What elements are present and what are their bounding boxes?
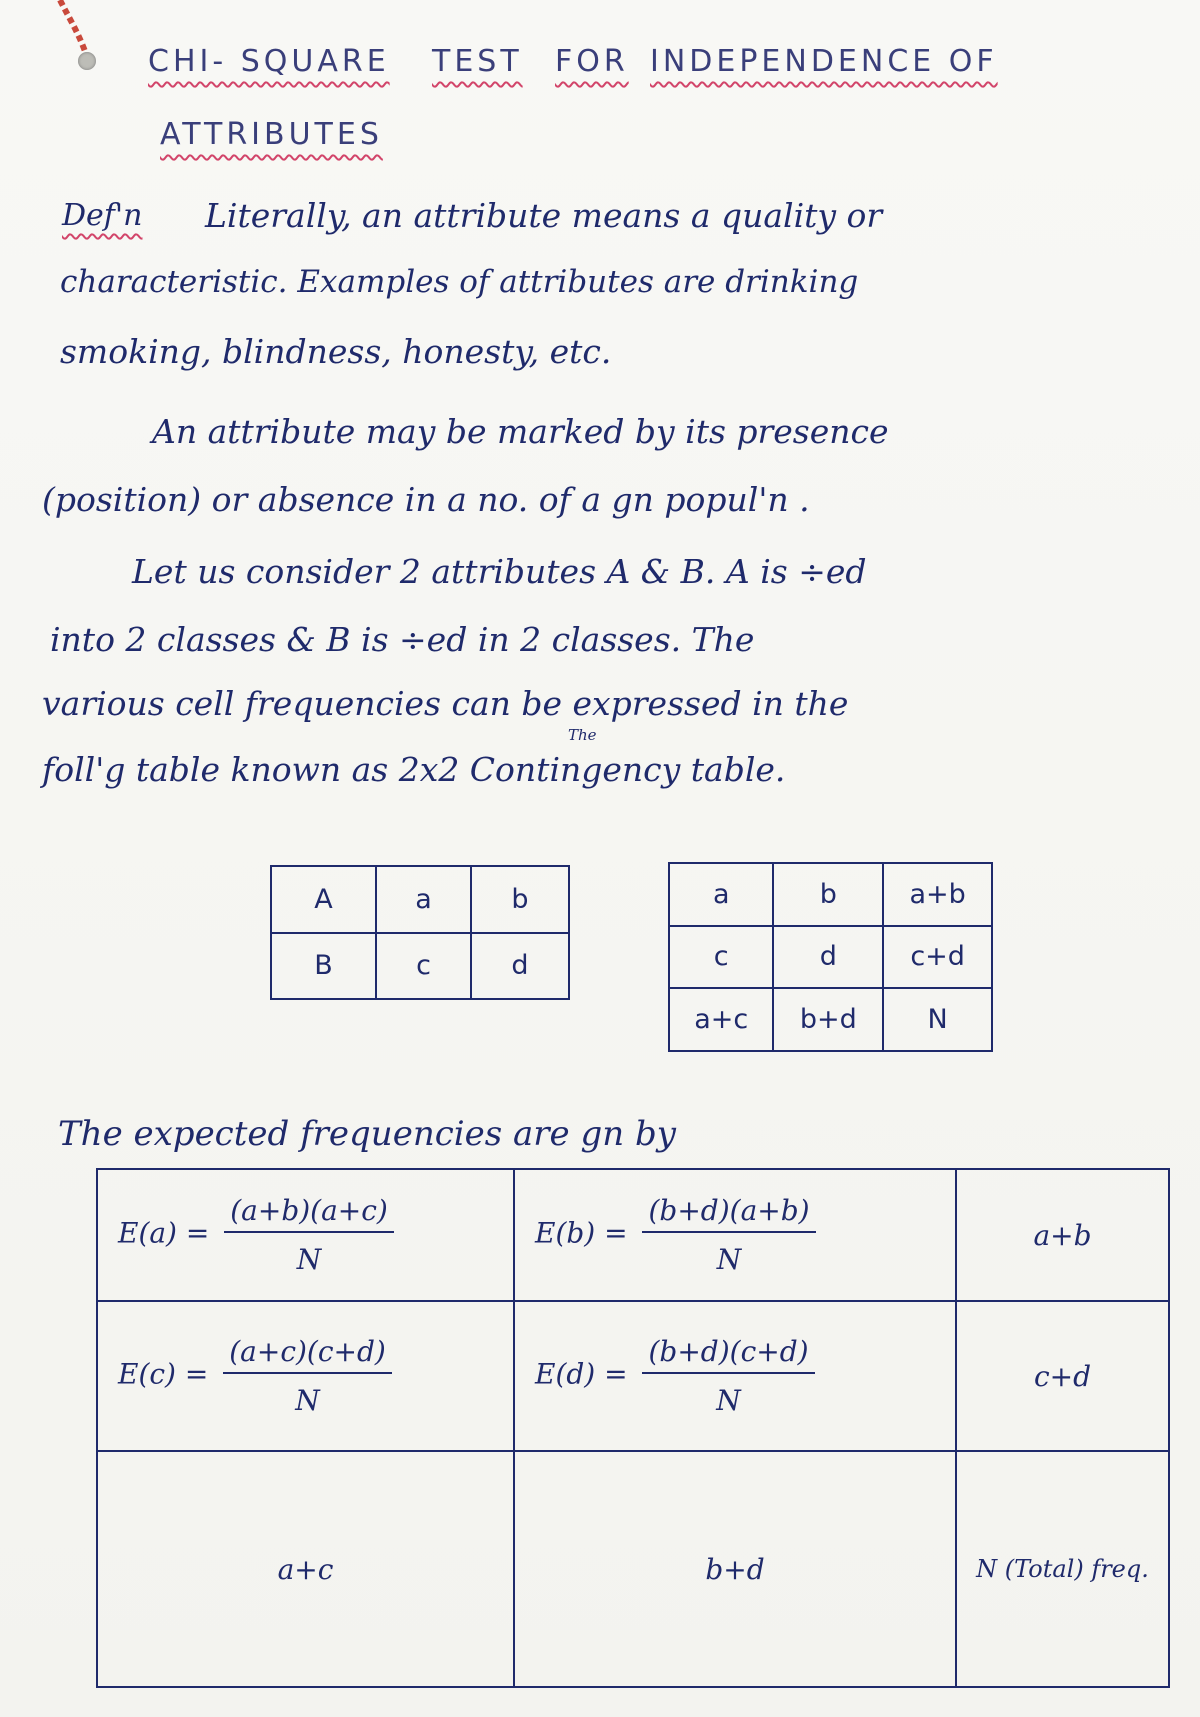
expected-d-lhs: E(d) = — [535, 1357, 628, 1391]
expected-c-fraction — [223, 1335, 392, 1417]
definition-line-3: smoking, blindness, honesty, etc. — [60, 332, 612, 371]
contingency-cell: b — [773, 863, 883, 926]
contingency-col-total: b+d — [773, 988, 883, 1051]
title-word-4: INDEPENDENCE OF — [650, 44, 998, 79]
contingency-grand-total: N — [883, 988, 992, 1051]
attribute-table-cell: b — [471, 866, 569, 933]
expected-col1-total: a+c — [97, 1451, 514, 1687]
title-word-2: TEST — [432, 44, 523, 79]
paragraph2-line-2: (position) or absence in a no. of a gn popul'n . — [42, 480, 810, 519]
paragraph3-line-1: Let us consider 2 attributes A & B. A is ÷ed — [132, 552, 867, 591]
expected-b-denominator: N — [716, 1243, 742, 1276]
expected-a-cell — [97, 1169, 514, 1301]
expected-row1-total: a+b — [956, 1169, 1169, 1301]
contingency-col-total: a+c — [669, 988, 773, 1051]
paragraph3-insert: The — [568, 726, 597, 744]
expected-d-denominator: N — [716, 1384, 741, 1417]
attribute-table-cell: d — [471, 933, 569, 1000]
expected-d-numerator: (b+d)(c+d) — [642, 1335, 814, 1374]
contingency-cell: a — [669, 863, 773, 926]
contingency-row-total: a+b — [883, 863, 992, 926]
expected-col2-total: b+d — [514, 1451, 956, 1687]
contingency-cell: d — [773, 926, 883, 989]
expected-b-cell — [514, 1169, 956, 1301]
definition-line-2: characteristic. Examples of attributes are drinking — [60, 264, 859, 300]
expected-a-fraction — [224, 1194, 394, 1276]
paragraph3-line-3: various cell frequencies can be expressed in the — [42, 684, 849, 723]
attribute-table — [270, 865, 570, 1000]
contingency-table — [668, 862, 993, 1052]
title-word-1: CHI- SQUARE — [148, 44, 390, 79]
expected-c-cell — [97, 1301, 514, 1451]
expected-a-denominator: N — [296, 1243, 322, 1276]
expected-c-numerator: (a+c)(c+d) — [223, 1335, 392, 1374]
definition-label: Def'n — [62, 198, 143, 233]
title-word-3: FOR — [555, 44, 629, 79]
binding-string — [40, 0, 110, 90]
attribute-table-cell: A — [271, 866, 376, 933]
paragraph3-line-2: into 2 classes & B is ÷ed in 2 classes. The — [50, 620, 755, 659]
expected-c-lhs: E(c) = — [118, 1357, 209, 1391]
title-line-2: ATTRIBUTES — [160, 117, 383, 152]
expected-b-fraction — [642, 1194, 815, 1276]
expected-d-fraction — [642, 1335, 814, 1417]
attribute-table-cell: c — [376, 933, 471, 1000]
expected-grand-total: N (Total) freq. — [956, 1451, 1169, 1687]
expected-frequencies-table — [96, 1168, 1170, 1688]
attribute-table-cell: B — [271, 933, 376, 1000]
expected-b-numerator: (b+d)(a+b) — [642, 1194, 815, 1233]
attribute-table-cell: a — [376, 866, 471, 933]
paragraph3-line-4: foll'g table known as 2x2 Contingency table. — [42, 750, 786, 789]
expected-c-denominator: N — [295, 1384, 320, 1417]
expected-heading: The expected frequencies are gn by — [58, 1114, 676, 1154]
definition-line-1: Literally, an attribute means a quality or — [205, 196, 883, 235]
expected-b-lhs: E(b) = — [535, 1216, 628, 1250]
contingency-cell: c — [669, 926, 773, 989]
expected-a-numerator: (a+b)(a+c) — [224, 1194, 394, 1233]
contingency-row-total: c+d — [883, 926, 992, 989]
paragraph2-line-1: An attribute may be marked by its presence — [152, 412, 889, 451]
expected-row2-total: c+d — [956, 1301, 1169, 1451]
expected-a-lhs: E(a) = — [118, 1216, 210, 1250]
binding-hole — [78, 52, 96, 70]
expected-d-cell — [514, 1301, 956, 1451]
